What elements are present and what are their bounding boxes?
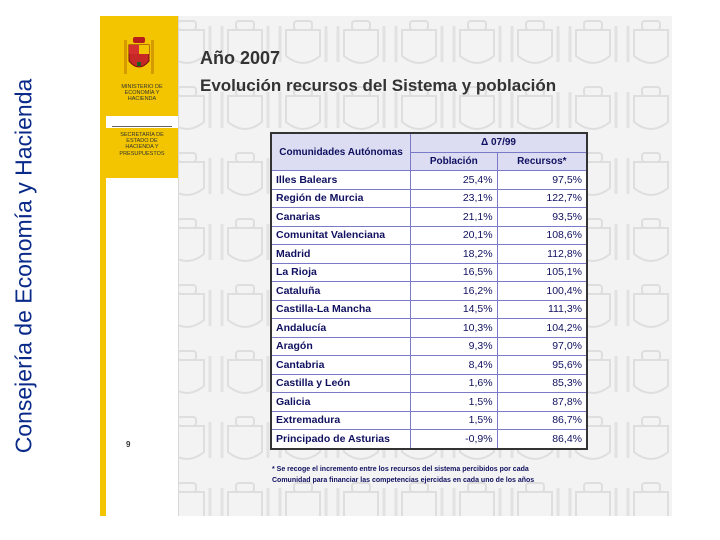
region-name: La Rioja <box>271 263 411 282</box>
col-header-poblacion: Población <box>411 152 498 171</box>
col-header-ccaa: Comunidades Autónomas <box>271 133 411 171</box>
secretaria-divider <box>112 126 172 127</box>
region-name: Extremadura <box>271 411 411 430</box>
slide-main-title: Evolución recursos del Sistema y población <box>200 76 557 95</box>
recursos-value: 85,3% <box>497 374 587 393</box>
table-row <box>271 171 587 190</box>
recursos-value: 95,6% <box>497 356 587 375</box>
region-name: Andalucía <box>271 319 411 338</box>
col-header-recursos: Recursos* <box>497 152 587 171</box>
slide-year-title: Año 2007 <box>200 48 281 68</box>
resources-population-table <box>270 132 588 450</box>
poblacion-value: 14,5% <box>411 300 498 319</box>
region-name: Comunitat Valenciana <box>271 226 411 245</box>
poblacion-value: 1,5% <box>411 393 498 412</box>
ministry-name: MINISTERIO DE ECONOMÍA Y HACIENDA <box>121 84 163 103</box>
poblacion-value: 23,1% <box>411 189 498 208</box>
table-header-row <box>271 133 587 152</box>
region-name: Aragón <box>271 337 411 356</box>
recursos-value: 100,4% <box>497 282 587 301</box>
table-row <box>271 245 587 264</box>
sidebar-divider <box>178 16 179 516</box>
poblacion-value: 21,1% <box>411 208 498 227</box>
poblacion-value: 1,5% <box>411 411 498 430</box>
page-number: 9 <box>126 440 131 449</box>
table-row <box>271 356 587 375</box>
recursos-value: 122,7% <box>497 189 587 208</box>
recursos-value: 97,0% <box>497 337 587 356</box>
side-title: Consejería de Economía y Hacienda <box>10 78 37 454</box>
table-body <box>271 171 587 449</box>
table-row <box>271 374 587 393</box>
recursos-value: 86,4% <box>497 430 587 449</box>
table-row <box>271 226 587 245</box>
footnote-line-2: Comunidad para financiar las competencias ejercidas en cada uno de los años <box>272 477 535 484</box>
slide <box>100 16 672 516</box>
poblacion-value: 16,2% <box>411 282 498 301</box>
poblacion-value: 1,6% <box>411 374 498 393</box>
recursos-value: 111,3% <box>497 300 587 319</box>
table-row <box>271 411 587 430</box>
poblacion-value: 16,5% <box>411 263 498 282</box>
region-name: Madrid <box>271 245 411 264</box>
poblacion-value: 18,2% <box>411 245 498 264</box>
coat-of-arms-icon <box>122 36 156 80</box>
recursos-value: 105,1% <box>497 263 587 282</box>
table-row <box>271 319 587 338</box>
table-row <box>271 300 587 319</box>
table-row <box>271 208 587 227</box>
table-row <box>271 430 587 449</box>
recursos-value: 108,6% <box>497 226 587 245</box>
table-row <box>271 189 587 208</box>
recursos-value: 87,8% <box>497 393 587 412</box>
yellow-strip <box>100 116 106 516</box>
region-name: Castilla y León <box>271 374 411 393</box>
region-name: Región de Murcia <box>271 189 411 208</box>
recursos-value: 86,7% <box>497 411 587 430</box>
poblacion-value: 25,4% <box>411 171 498 190</box>
footnote-line-1: * Se recoge el incremento entre los recursos del sistema percibidos por cada <box>272 466 529 473</box>
table-row <box>271 282 587 301</box>
table-row <box>271 263 587 282</box>
poblacion-value: 9,3% <box>411 337 498 356</box>
poblacion-value: 8,4% <box>411 356 498 375</box>
poblacion-value: -0,9% <box>411 430 498 449</box>
recursos-value: 112,8% <box>497 245 587 264</box>
region-name: Galicia <box>271 393 411 412</box>
region-name: Cantabria <box>271 356 411 375</box>
poblacion-value: 10,3% <box>411 319 498 338</box>
region-name: Canarias <box>271 208 411 227</box>
region-name: Principado de Asturias <box>271 430 411 449</box>
recursos-value: 93,5% <box>497 208 587 227</box>
footnote <box>272 464 592 486</box>
table-row <box>271 337 587 356</box>
col-header-delta: Δ 07/99 <box>411 133 588 152</box>
recursos-value: 104,2% <box>497 319 587 338</box>
poblacion-value: 20,1% <box>411 226 498 245</box>
recursos-value: 97,5% <box>497 171 587 190</box>
side-title-bar <box>0 0 48 540</box>
region-name: Illes Balears <box>271 171 411 190</box>
region-name: Castilla-La Mancha <box>271 300 411 319</box>
secretaria-name: SECRETARÍA DE ESTADO DE HACIENDA Y PRESUPUESTOS <box>119 132 165 157</box>
region-name: Cataluña <box>271 282 411 301</box>
table-row <box>271 393 587 412</box>
